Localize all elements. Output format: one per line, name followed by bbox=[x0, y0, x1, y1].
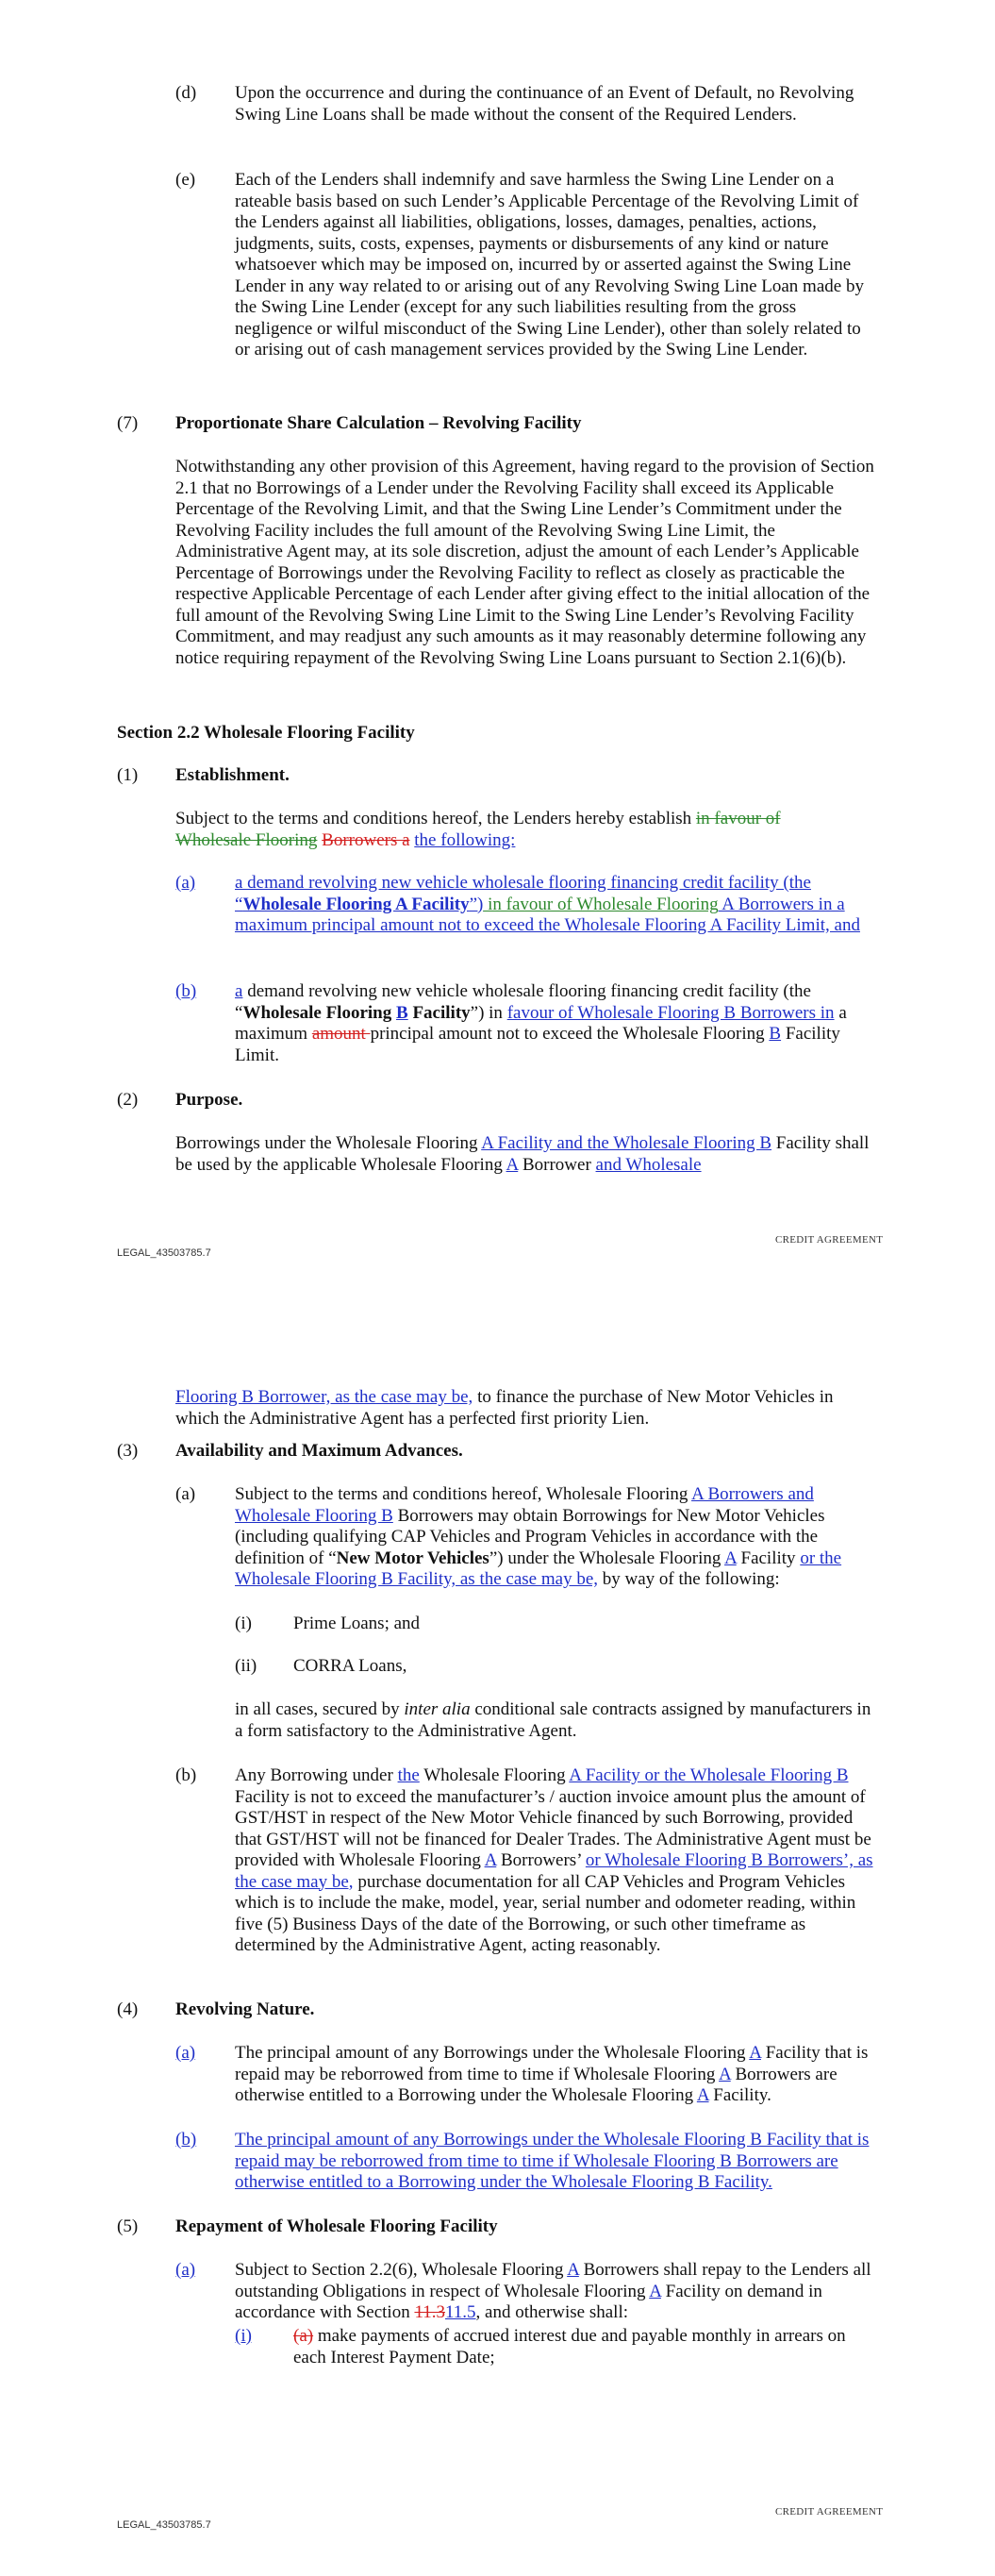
subsection-7-label: (7) bbox=[117, 413, 139, 433]
footer-doc-id: LEGAL_43503785.7 bbox=[117, 1247, 211, 1259]
subsection-7-text: Notwithstanding any other provision of this Agreement, having regard to the provision of Section 2.1 that no Borrowings of a Lender under the Revolving Facility shall exceed its Applicable Percentage of the Revolving Limit, and that the Swing Line Lender’s Commitment under the Revolving Facility includes the full amount of the Revolving Swing Line Limit, the Administrative Agent may, at its sole discretion, adjust the amount of each Lender’s Applicable Percentage of Borrowings under the Revolving Facility to reflect as closely as practicable the respective Applicable Percentage of each Lender after giving effect to the initial allocation of the full amount of the Revolving Swing Line Limit to the Swing Line Lender’s Revolving Facility Commitment, and may readjust any such amounts as it may reasonably determine following any notice requiring repayment of the Revolving Swing Line Loans pursuant to Section 2.1(6)(b). bbox=[175, 457, 874, 668]
item-e-label: (e) bbox=[175, 170, 196, 190]
inserted-text: a demand revolving new vehicle wholesale flooring financing credit facility (the “ bbox=[235, 873, 811, 914]
item-i-label: (i) bbox=[235, 1614, 252, 1633]
deleted-text: Borrowers a bbox=[322, 829, 410, 850]
subsection-5-heading: Repayment of Wholesale Flooring Facility bbox=[175, 2216, 498, 2236]
availability-b-text bbox=[235, 1765, 878, 1957]
text: a maximum bbox=[235, 1002, 847, 1044]
footer-title: CREDIT AGREEMENT bbox=[775, 1234, 884, 1246]
subsection-5-label: (5) bbox=[117, 2216, 139, 2236]
inserted-text: A Borrowers and Wholesale Flooring B bbox=[235, 1484, 814, 1526]
inserted-text: the bbox=[397, 1765, 420, 1785]
text: ”) in bbox=[470, 1002, 507, 1023]
moved-text: Wholesale Flooring bbox=[175, 829, 318, 850]
inserted-text: or Wholesale Flooring B Borrowers’, as the case may be, bbox=[235, 1850, 873, 1892]
subsection-1-heading: Establishment. bbox=[175, 765, 290, 785]
text: make payments of accrued interest due and payable monthly in arrears on each Interest Payment Date; bbox=[293, 2326, 846, 2367]
item-ii-label: (ii) bbox=[235, 1656, 257, 1676]
subsection-4-heading: Revolving Nature. bbox=[175, 1999, 315, 2019]
deleted-text: (a) bbox=[293, 2326, 314, 2346]
subsection-3-label: (3) bbox=[117, 1441, 139, 1461]
inserted-text: A bbox=[724, 1547, 737, 1568]
text: in all cases, secured by bbox=[235, 1699, 405, 1719]
inserted-text: A bbox=[719, 2064, 731, 2084]
inserted-text: B bbox=[769, 1024, 782, 1044]
defined-term: New Motor Vehicles bbox=[336, 1547, 489, 1568]
inserted-text: 11.5 bbox=[445, 2302, 476, 2322]
inserted-text: A Facility or the Wholesale Flooring B bbox=[569, 1765, 849, 1785]
inserted-text: A bbox=[649, 2281, 661, 2301]
moved-inserted-text: in favour of Wholesale Flooring bbox=[483, 894, 719, 914]
text: Any Borrowing under bbox=[235, 1765, 398, 1785]
intro-text: Subject to the terms and conditions hereof, the Lenders hereby establish bbox=[175, 809, 696, 828]
text: Borrowers may obtain Borrowings for New Motor Vehicles (including qualifying CAP Vehicles and Program Vehicles in accordance with the definition of “ bbox=[235, 1505, 825, 1568]
text: Facility shall be used by the applicable Wholesale Flooring bbox=[175, 1133, 870, 1175]
subsection-1-label: (1) bbox=[117, 765, 139, 785]
text: by way of the following: bbox=[598, 1569, 780, 1589]
inserted-text: or the Wholesale Flooring B Facility, as the case may be, bbox=[235, 1547, 842, 1589]
item-b-label: (b) bbox=[175, 981, 197, 1001]
availability-a-text bbox=[235, 1484, 878, 1591]
deleted-text: amount bbox=[311, 1024, 371, 1044]
inserted-text: A bbox=[506, 1154, 519, 1175]
text: Borrowers shall repay to the Lenders all outstanding Obligations in respect of Wholesale Flooring bbox=[235, 2260, 871, 2301]
text: Borrowers are otherwise entitled to a Borrowing under the Wholesale Flooring bbox=[235, 2064, 837, 2105]
item-d-label: (d) bbox=[175, 83, 197, 103]
inserted-text: favour of Wholesale Flooring B Borrowers in bbox=[506, 1002, 835, 1023]
revolving-b-text: The principal amount of any Borrowings under the Wholesale Flooring B Facility that is repaid may be reborrowed from time to time if Wholesale Flooring B Borrowers are otherwise entitled to a Borrowing under the Wholesale Flooring B Facility. bbox=[235, 2130, 870, 2192]
revolving-a-text bbox=[235, 2043, 878, 2107]
item-e-text: Each of the Lenders shall indemnify and save harmless the Swing Line Lender on a rateable basis based on such Lender’s Applicable Percentage of the Revolving Limit of the Lenders against all liabilities, obligations, losses, damages, penalties, actions, judgments, suits, costs, expenses, payments or disbursements of any kind or nature whatsoever which may be imposed on, incurred by or asserted against the Swing Line Lender in any way related to or arising out of any Revolving Swing Line Loan made by the Swing Line Lender (except for any such liabilities resulting from the gross negligence or wilful misconduct of the Swing Line Lender), other than solely related to or arising out of cash management services provided by the Swing Line Lender. bbox=[235, 170, 864, 360]
item-5a-label: (a) bbox=[175, 2260, 196, 2280]
establishment-intro bbox=[175, 809, 878, 851]
document-page-2 bbox=[0, 1302, 995, 2576]
inserted-text: A bbox=[749, 2043, 761, 2063]
text: Borrowings under the Wholesale Flooring bbox=[175, 1133, 482, 1153]
item-4b-label: (b) bbox=[175, 2130, 197, 2149]
inserted-text: A bbox=[567, 2260, 579, 2280]
inserted-text: A Facility and the Wholesale Flooring B bbox=[481, 1133, 772, 1153]
text: ”) under the Wholesale Flooring bbox=[489, 1547, 725, 1568]
inserted-text: the following: bbox=[414, 829, 516, 850]
inserted-text: A bbox=[484, 1850, 497, 1870]
inserted-text: B bbox=[396, 1002, 408, 1023]
text: Facility on demand in accordance with Section bbox=[235, 2281, 822, 2322]
footer-title: CREDIT AGREEMENT bbox=[775, 2506, 884, 2517]
text: demand revolving new vehicle wholesale flooring financing credit facility (the “ bbox=[235, 981, 811, 1023]
section-2-2-heading: Section 2.2 Wholesale Flooring Facility bbox=[117, 723, 415, 743]
item-d-text: Upon the occurrence and during the continuance of an Event of Default, no Revolving Swing Line Loans shall be made without the consent of the Required Lenders. bbox=[235, 83, 854, 125]
availability-tail-text bbox=[235, 1699, 878, 1742]
purpose-continuation bbox=[175, 1387, 878, 1430]
item-i-text: Prime Loans; and bbox=[293, 1614, 421, 1633]
purpose-text bbox=[175, 1133, 878, 1176]
defined-term: Facility bbox=[407, 1002, 471, 1023]
footer-doc-id: LEGAL_43503785.7 bbox=[117, 2519, 211, 2531]
item-4a-label: (a) bbox=[175, 2043, 196, 2063]
text: Borrower bbox=[518, 1154, 596, 1175]
subsection-4-label: (4) bbox=[117, 1999, 139, 2019]
text: Facility that is repaid may be reborrowed from time to time if Wholesale Flooring bbox=[235, 2043, 869, 2084]
subsection-2-heading: Purpose. bbox=[175, 1090, 243, 1110]
text: purchase documentation for all CAP Vehicles and Program Vehicles which is to include the make, model, year, serial number and odometer reading, within five (5) Business Days of the date of the Borrowing, or such other timeframe as determined by the Administrative Agent, acting reasonably. bbox=[235, 1871, 856, 1955]
inserted-text: A bbox=[696, 2085, 709, 2105]
text: conditional sale contracts assigned by manufacturers in a form satisfactory to the Administrative Agent. bbox=[235, 1699, 871, 1741]
text: Subject to the terms and conditions hereof, Wholesale Flooring bbox=[235, 1484, 692, 1504]
defined-term: Wholesale Flooring A Facility bbox=[242, 894, 470, 914]
text: Facility. bbox=[708, 2085, 771, 2105]
text: Facility is not to exceed the manufacturer’s / auction invoice amount plus the amount of GST/HST in respect of the New Motor Vehicle financed by such Borrowing, provided that GST/HST will not be financed for Dealer Trades. The Administrative Agent must be provided with Wholesale Flooring bbox=[235, 1786, 871, 1870]
item-a-label: (a) bbox=[175, 873, 196, 893]
defined-term: Wholesale Flooring bbox=[242, 1002, 396, 1023]
repayment-i-text bbox=[293, 2326, 878, 2368]
italic-term: inter alia bbox=[404, 1699, 471, 1719]
deleted-text: 11.3 bbox=[414, 2302, 445, 2322]
text: Subject to Section 2.2(6), Wholesale Flooring bbox=[235, 2260, 568, 2280]
item-ii-text: CORRA Loans, bbox=[293, 1656, 407, 1676]
moved-text: in favour of bbox=[695, 809, 781, 828]
subsection-7-heading: Proportionate Share Calculation – Revolving Facility bbox=[175, 413, 582, 433]
facility-a-text bbox=[235, 873, 878, 937]
text: Wholesale Flooring bbox=[419, 1765, 570, 1785]
text: Borrowers’ bbox=[496, 1850, 586, 1870]
subsection-3-heading: Availability and Maximum Advances. bbox=[175, 1441, 463, 1461]
text: principal amount not to exceed the Wholesale Flooring bbox=[370, 1024, 770, 1044]
item-3b-label: (b) bbox=[175, 1765, 197, 1785]
text: Facility bbox=[736, 1547, 801, 1568]
item-3a-label: (a) bbox=[175, 1484, 196, 1504]
inserted-text: ”) bbox=[469, 894, 484, 914]
subsection-2-label: (2) bbox=[117, 1090, 139, 1110]
text: to finance the purchase of New Motor Vehicles in which the Administrative Agent has a perfected first priority Lien. bbox=[175, 1387, 834, 1429]
text: Facility Limit. bbox=[235, 1024, 840, 1065]
repayment-a-text bbox=[235, 2260, 878, 2324]
inserted-text: Flooring B Borrower, as the case may be, bbox=[175, 1387, 473, 1407]
item-5a-i-label: (i) bbox=[235, 2326, 252, 2346]
inserted-text: A Borrowers in a maximum principal amount not to exceed the Wholesale Flooring A Facility Limit, and bbox=[235, 894, 860, 935]
inserted-text: and Wholesale bbox=[595, 1154, 702, 1175]
inserted-text: a bbox=[235, 981, 243, 1001]
text: The principal amount of any Borrowings under the Wholesale Flooring bbox=[235, 2043, 750, 2063]
facility-b-text bbox=[235, 981, 878, 1066]
text: , and otherwise shall: bbox=[475, 2302, 629, 2322]
